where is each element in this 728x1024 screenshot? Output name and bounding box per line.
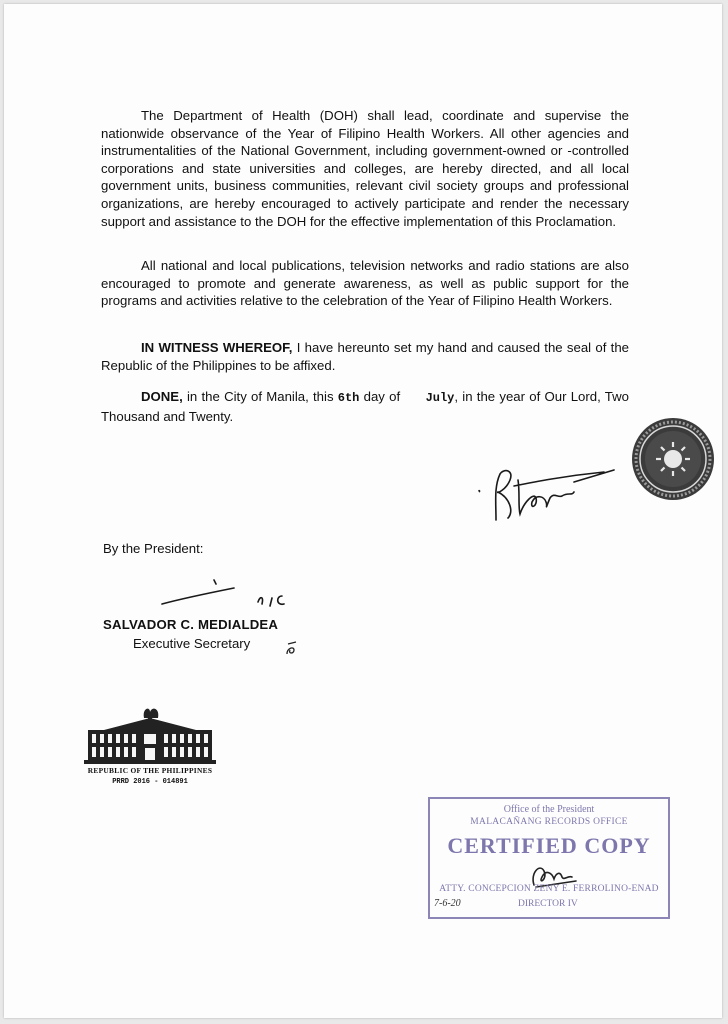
initial-mark-icon <box>284 640 300 660</box>
stamp-records-office: MALACAÑANG RECORDS OFFICE <box>470 817 628 827</box>
done-day: 6th <box>337 391 360 405</box>
stamp-attorney-name: ATTY. CONCEPCION ZENY E. FERROLINO-ENAD <box>439 884 659 894</box>
document-page <box>4 4 722 1018</box>
in-witness-text: I have hereunto set my hand and caused the seal of the Republic of the Philippines to be affixed. <box>101 340 629 373</box>
done-heading: DONE, <box>141 389 183 404</box>
secretary-title: Executive Secretary <box>133 636 251 651</box>
done-text-a: in the City of Manila, this <box>182 389 338 404</box>
stamp-handwritten-date: 7-6-20 <box>434 898 461 909</box>
malacanang-palace-icon <box>84 704 216 764</box>
emblem-prrd-number: PRRD 2016 - 014891 <box>112 778 188 786</box>
secretary-signature-icon <box>154 574 304 614</box>
emblem-republic-label: REPUBLIC OF THE PHILIPPINES <box>87 766 213 775</box>
done-month: July <box>425 391 455 405</box>
in-witness-heading: IN WITNESS WHEREOF, <box>141 340 293 355</box>
presidential-seal-icon <box>630 416 716 502</box>
presidential-signature-icon <box>474 462 619 526</box>
paragraph-publications: All national and local publications, television networks and radio stations are also encouraged to promote and generate awareness, as well as public support for the programs and activities relative to the celebration of the Year of Filipino Health Workers. <box>101 258 629 309</box>
paragraph-in-witness <box>101 339 629 374</box>
done-text-c: , in the year of Our Lord, Two Thousand and Twenty. <box>101 389 629 424</box>
secretary-name: SALVADOR C. MEDIALDEA <box>103 617 279 632</box>
stamp-office: Office of the President <box>503 804 595 815</box>
certified-copy-stamp <box>428 797 670 919</box>
stamp-certified-copy: CERTIFIED COPY <box>447 833 651 858</box>
done-text-b: day of <box>359 389 405 404</box>
by-the-president-label: By the President: <box>103 541 204 556</box>
stamp-director: DIRECTOR IV <box>518 899 578 909</box>
paragraph-doh-lead: The Department of Health (DOH) shall lead, coordinate and supervise the nationwide observance of the Year of Filipino Health Workers. All other agencies and instrumentalities of the National Government, including government-owned or -controlled corporations and state universities and colleges, are hereby directed, and all local government units, business communities, relevant civil society groups and professional organizations, are hereby encouraged to actively participate and render the necessary support and assistance to the DOH for the effective implementation of this Proclamation. <box>101 108 629 229</box>
paragraph-done <box>101 388 629 425</box>
